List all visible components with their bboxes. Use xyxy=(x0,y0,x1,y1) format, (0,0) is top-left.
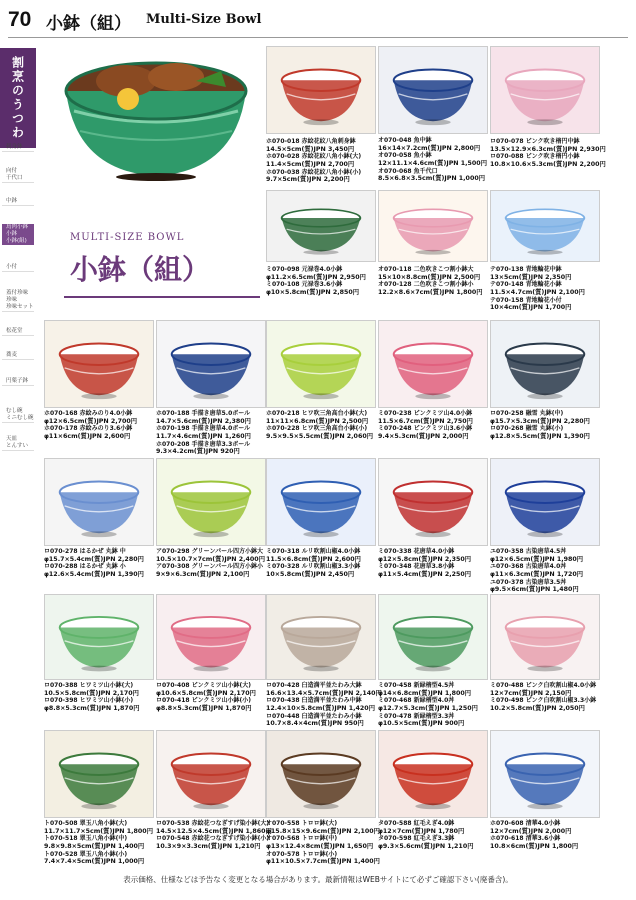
product-spec-price: φ13×12.4×8cm(質)JPN 1,650円 xyxy=(266,842,374,850)
product-spec-price: 11.7×11.7×5cm(質)JPN 1,800円 xyxy=(44,827,153,835)
product-photo xyxy=(490,320,600,408)
product-photo xyxy=(490,190,600,262)
product-name: ミ070-498 ピンク白吹割山椒3.3小鉢 xyxy=(490,697,597,705)
product-spec-price: 11.4×5cm(質)JPN 2,700円 xyxy=(266,160,355,168)
product-name: オ070-568 トロロ鉢(中) xyxy=(266,835,338,843)
product-name: ロ070-418 ピンクミツ山小鉢(小) xyxy=(156,697,251,705)
product-spec-price: 12×7cm(質)JPN 2,000円 xyxy=(490,827,572,835)
page-title-en: Multi-Size Bowl xyxy=(146,12,262,27)
product-photo xyxy=(156,320,266,408)
product-caption xyxy=(490,138,606,169)
product-spec-price: 9.8×9.8×5cm(質)JPN 1,400円 xyxy=(44,842,145,850)
product-photo xyxy=(266,458,376,546)
product-caption xyxy=(44,820,154,866)
product-photo xyxy=(44,320,154,408)
product-name: テ070-158 青地輪花小付 xyxy=(490,296,562,304)
sidebar-item[interactable]: 蕎麦 xyxy=(2,352,34,360)
product-name: ト070-508 翠玉八角小鉢(大) xyxy=(44,820,128,827)
product-photo xyxy=(44,458,154,546)
product-name: ロ070-438 臼造満平並たわみ中鉢 xyxy=(266,697,362,705)
product-name: ミ070-318 ルリ吹割山椒4.0小鉢 xyxy=(266,548,361,555)
product-name: ア070-308 グリーンパール四方小鉢小 xyxy=(156,563,263,571)
product-spec-price: φ12.7×5.3cm(質)JPN 1,250円 xyxy=(378,704,478,712)
product-spec-price: 10×5.8cm(質)JPN 2,450円 xyxy=(266,570,355,578)
product-name: ユ070-378 古染唐草3.5丼 xyxy=(490,578,567,586)
sidebar-item[interactable]: 刺身鉢 xyxy=(2,144,34,152)
product-spec-price: 16.6×13.4×5.7cm(質)JPN 2,140円 xyxy=(266,689,382,697)
hero-title-jp: 小鉢（組） xyxy=(70,253,211,286)
product-name: ホ070-038 赤絵花紋八角小鉢(小) xyxy=(266,168,362,176)
product-name: ミ070-248 ピンクミツ山3.6小鉢 xyxy=(378,425,473,433)
product-spec-price: 9.7×5cm(質)JPN 2,200円 xyxy=(266,176,350,184)
sidebar-item[interactable]: 円薬子鉢 xyxy=(2,378,34,386)
product-caption xyxy=(490,548,600,594)
product-spec-price: 10.3×9×3.3cm(質)JPN 1,210円 xyxy=(156,842,261,850)
product-name: オ070-578 トロロ鉢(小) xyxy=(266,850,338,858)
product-caption xyxy=(490,410,600,441)
product-name: ホ070-618 清華3.6小鉢 xyxy=(490,835,561,843)
product-spec-price: φ9.3×5.6cm(質)JPN 1,210円 xyxy=(378,842,474,850)
product-spec-price: φ8.8×5.3cm(質)JPN 1,870円 xyxy=(156,704,252,712)
product-spec-price: φ14×6.8cm(質)JPN 1,800円 xyxy=(378,689,472,697)
product-spec-price: 11.5×6.7cm(質)JPN 2,750円 xyxy=(378,417,473,425)
sidebar-title: 割烹のうつわ xyxy=(0,48,36,148)
product-spec-price: 10.7×8.4×4cm(質)JPN 950円 xyxy=(266,720,364,728)
product-name: オ070-118 二色吹きこつ割小鉢大 xyxy=(378,266,474,273)
product-spec-price: 11.5×6.8cm(質)JPN 2,600円 xyxy=(266,555,361,563)
product-spec-price: 10.5×10.7×7cm(質)JPN 2,400円 xyxy=(156,555,265,563)
product-name: ホ070-028 赤絵花紋八角小鉢(大) xyxy=(266,153,362,161)
product-name: ミ070-238 ピンクミツ山4.0小鉢 xyxy=(378,410,473,417)
product-spec-price: φ12×6.5cm(質)JPN 1,980円 xyxy=(490,555,584,563)
product-photo xyxy=(490,594,600,680)
product-name: ロ070-278 はるかぜ 丸鉢 中 xyxy=(44,548,126,555)
product-name: オ070-558 トロロ鉢(大) xyxy=(266,820,338,827)
product-caption xyxy=(156,820,272,851)
product-spec-price: φ11×6cm(質)JPN 2,600円 xyxy=(44,432,131,440)
product-name: ロ070-428 臼造満平並たわみ大鉢 xyxy=(266,682,362,689)
product-name: タ070-598 紅毛えぎ3.3鉢 xyxy=(378,835,455,843)
product-caption xyxy=(44,410,154,441)
product-photo xyxy=(266,594,376,680)
product-photo xyxy=(266,730,376,818)
product-name: ミ070-488 ピンク白吹割山椒4.0小鉢 xyxy=(490,682,597,689)
product-name: ロ070-548 赤絵花つなぎすげ染小鉢(小) xyxy=(156,835,270,843)
product-name: ホ070-198 手描き唐草4.0ボール xyxy=(156,425,251,433)
product-spec-price: φ12.6×5.4cm(質)JPN 1,390円 xyxy=(44,570,144,578)
product-photo xyxy=(490,730,600,818)
product-photo xyxy=(44,594,154,680)
product-spec-price: φ12×6.5cm(質)JPN 2,700円 xyxy=(44,417,138,425)
product-name: タ070-588 紅毛えぎ4.0鉢 xyxy=(378,820,455,827)
product-spec-price: 11×11×6.8cm(質)JPN 2,500円 xyxy=(266,417,369,425)
product-photo xyxy=(378,190,488,262)
product-name: ロ070-388 ヒワミツ山小鉢(大) xyxy=(44,682,134,689)
header-rule xyxy=(8,37,628,38)
product-spec-price: 12.2×8.6×7cm(質)JPN 1,800円 xyxy=(378,288,483,296)
product-name: ホ070-228 ヒワ吹三角高台小鉢(小) xyxy=(266,425,368,433)
product-spec-price: φ10×5.8cm(質)JPN 2,850円 xyxy=(266,288,360,296)
product-spec-price: 9.3×4.2cm(質)JPN 920円 xyxy=(156,448,240,456)
product-spec-price: φ11.2×6.5cm(質)JPN 2,950円 xyxy=(266,273,366,281)
product-photo xyxy=(490,46,600,134)
product-caption xyxy=(490,820,600,851)
hero-subtitle-en: MULTI-SIZE BOWL xyxy=(70,232,185,243)
product-spec-price: 7.4×7.4×5cm(質)JPN 1,000円 xyxy=(44,858,145,866)
product-photo xyxy=(378,46,488,134)
sidebar-item[interactable]: 小付 xyxy=(2,264,34,272)
product-spec-price: φ11×10.5×7.7cm(質)JPN 1,400円 xyxy=(266,858,380,866)
category-sidebar xyxy=(0,44,36,604)
product-spec-price: φ8.8×5.3cm(質)JPN 1,870円 xyxy=(44,704,140,712)
product-name: ホ070-208 手描き唐草3.3ボール xyxy=(156,440,251,448)
product-name: ホ070-178 赤絵みのり3.6小鉢 xyxy=(44,425,133,433)
product-spec-price: φ12.8×5.5cm(質)JPN 1,390円 xyxy=(490,432,590,440)
product-photo xyxy=(378,320,488,408)
product-name: ユ070-358 古染唐草4.5丼 xyxy=(490,548,567,555)
product-name: ミ070-338 花唐草4.0小鉢 xyxy=(378,548,455,555)
product-name: ロ070-268 融雪 丸鉢(小) xyxy=(490,425,564,433)
product-spec-price: 13.5×12.9×6.3cm(質)JPN 2,930円 xyxy=(490,145,606,153)
product-name: ミ070-108 元禄巻3.6小鉢 xyxy=(266,281,343,289)
product-name: ミ070-478 新緑楕型3.3丼 xyxy=(378,712,455,720)
sidebar-item[interactable]: 松花堂 xyxy=(2,328,34,336)
product-name: オ070-048 魚中鉢 xyxy=(378,137,432,144)
product-spec-price: 10.8×6cm(質)JPN 1,800円 xyxy=(490,842,579,850)
product-spec-price: 12.4×10×5.8cm(質)JPN 1,420円 xyxy=(266,704,375,712)
product-spec-price: φ11×5.4cm(質)JPN 2,250円 xyxy=(378,570,472,578)
product-name: ミ070-098 元禄巻4.0小鉢 xyxy=(266,266,343,273)
product-spec-price: φ10.6×5.8cm(質)JPN 2,170円 xyxy=(156,689,256,697)
product-name: ホ070-218 ヒワ吹三角高台小鉢(大) xyxy=(266,410,368,417)
product-spec-price: 10.5×5.8cm(質)JPN 2,170円 xyxy=(44,689,139,697)
product-photo xyxy=(266,320,376,408)
product-spec-price: 10.8×10.6×5.3cm(質)JPN 2,200円 xyxy=(490,160,606,168)
product-photo xyxy=(266,46,376,134)
product-spec-price: 11.5×4.7cm(質)JPN 2,100円 xyxy=(490,288,585,296)
product-name: ロ070-448 臼造満平並たわみ小鉢 xyxy=(266,712,362,720)
product-caption xyxy=(266,548,376,579)
product-name: ト070-518 翠玉八角小鉢(中) xyxy=(44,835,128,843)
product-caption xyxy=(378,682,488,728)
hero-underline xyxy=(64,296,260,298)
product-spec-price: 14.5×5cm(質)JPN 3,450円 xyxy=(266,145,355,153)
product-caption xyxy=(44,682,154,713)
product-spec-price: 15×10×8.8cm(質)JPN 2,500円 xyxy=(378,273,481,281)
product-caption xyxy=(378,137,488,183)
product-caption xyxy=(378,820,488,851)
product-spec-price: 10×4cm(質)JPN 1,700円 xyxy=(490,304,572,312)
product-spec-price: φ15.8×15×9.6cm(質)JPN 2,100円 xyxy=(266,827,380,835)
product-photo xyxy=(156,730,266,818)
product-photo xyxy=(378,458,488,546)
product-name: ロ070-398 ヒワミツ山小鉢(小) xyxy=(44,697,134,705)
product-name: ミ070-458 新緑楕型4.5丼 xyxy=(378,682,455,689)
product-name: ホ070-168 赤絵みのり4.0小鉢 xyxy=(44,410,133,417)
product-name: ロ070-078 ピンク吹き楕円中鉢 xyxy=(490,138,580,145)
product-spec-price: 12×7cm(質)JPN 2,150円 xyxy=(490,689,572,697)
product-spec-price: 9×9×6.3cm(質)JPN 2,100円 xyxy=(156,570,250,578)
product-spec-price: 8.5×6.8×3.5cm(質)JPN 1,000円 xyxy=(378,175,485,183)
product-spec-price: 14.7×5.6cm(質)JPN 2,380円 xyxy=(156,417,251,425)
sidebar-item[interactable]: 天皿 とんすい xyxy=(2,436,34,451)
sidebar-item[interactable]: 鳥肉小鉢 小鉢 小鉢(組) xyxy=(2,224,34,245)
product-caption xyxy=(156,410,266,456)
product-name: ミ070-468 新緑楕型4.0丼 xyxy=(378,697,455,705)
product-name: ア070-298 グリーンパール四方小鉢大 xyxy=(156,548,263,555)
product-spec-price: 10.2×5.8cm(質)JPN 2,050円 xyxy=(490,704,585,712)
sidebar-item[interactable]: むし碗 ミニむし碗 xyxy=(2,408,34,423)
product-caption xyxy=(378,548,488,579)
product-name: ミ070-348 花唐草3.8小鉢 xyxy=(378,563,455,571)
product-caption xyxy=(490,682,600,713)
product-name: ロ070-258 融雪 丸鉢(中) xyxy=(490,410,564,417)
product-spec-price: φ12×5.8cm(質)JPN 2,350円 xyxy=(378,555,472,563)
product-name: ロ070-288 はるかぜ 丸鉢 小 xyxy=(44,563,126,571)
product-spec-price: 9.4×5.3cm(質)JPN 2,000円 xyxy=(378,432,469,440)
product-spec-price: 12×11.1×4.6cm(質)JPN 1,500円 xyxy=(378,159,487,167)
product-spec-price: 14.5×12.5×4.5cm(質)JPN 1,860円 xyxy=(156,827,272,835)
product-spec-price: 11.7×4.6cm(質)JPN 1,260円 xyxy=(156,432,251,440)
product-spec-price: 13×5cm(質)JPN 2,350円 xyxy=(490,273,572,281)
product-photo xyxy=(44,730,154,818)
product-name: ロ070-088 ピンク吹き楕円小鉢 xyxy=(490,153,580,161)
sidebar-item[interactable]: 中鉢 xyxy=(2,198,34,206)
product-spec-price: 9.5×9.5×5.5cm(質)JPN 2,060円 xyxy=(266,432,373,440)
product-caption xyxy=(156,548,266,579)
product-name: ロ070-538 赤絵花つなぎすげ染小鉢(大) xyxy=(156,820,270,827)
product-photo xyxy=(156,458,266,546)
product-caption xyxy=(44,548,154,579)
product-spec-price: 16×14×7.2cm(質)JPN 2,800円 xyxy=(378,144,481,152)
product-caption xyxy=(378,266,488,297)
sidebar-item[interactable]: 向付 千代口 xyxy=(2,168,34,183)
product-caption xyxy=(266,820,380,866)
product-name: ユ070-368 古染唐草4.0丼 xyxy=(490,563,567,571)
product-spec-price: φ12×7cm(質)JPN 1,780円 xyxy=(378,827,465,835)
sidebar-item[interactable]: 蓋付珍味 珍味 珍味セット xyxy=(2,290,34,312)
product-name: オ070-068 魚千代口 xyxy=(378,167,438,175)
product-name: ロ070-408 ピンクミツ山小鉢(大) xyxy=(156,682,251,689)
hero-section xyxy=(42,45,262,245)
product-name: ホ070-608 清華4.0小鉢 xyxy=(490,820,561,827)
page-title-jp: 小鉢（組） xyxy=(46,14,131,34)
product-caption xyxy=(266,682,382,728)
product-name: オ070-128 二色吹きこつ割小鉢小 xyxy=(378,281,474,289)
product-spec-price: φ9.5×6cm(質)JPN 1,480円 xyxy=(490,586,579,594)
product-photo xyxy=(266,190,376,262)
product-photo xyxy=(378,730,488,818)
hero-bowl-photo xyxy=(56,51,256,181)
product-name: ト070-528 翠玉八角小鉢(小) xyxy=(44,850,128,858)
product-name: テ070-148 青地輪花小鉢 xyxy=(490,281,562,289)
page-header xyxy=(0,0,636,40)
product-name: ホ070-018 赤絵花紋八角刺身鉢 xyxy=(266,138,356,145)
page-footer-note: 表示価格、仕様などは予告なく変更となる場合があります。最新情報はWEBサイトにて必ずご確認下さい(廃番含)。 xyxy=(123,875,513,884)
product-caption xyxy=(266,266,376,297)
product-name: ミ070-328 ルリ吹割山椒3.3小鉢 xyxy=(266,563,361,571)
product-photo xyxy=(378,594,488,680)
product-spec-price: φ11×6.3cm(質)JPN 1,720円 xyxy=(490,570,584,578)
product-caption xyxy=(156,682,266,713)
product-spec-price: φ15.7×5.4cm(質)JPN 2,280円 xyxy=(44,555,144,563)
product-photo xyxy=(156,594,266,680)
product-caption xyxy=(378,410,488,441)
product-caption xyxy=(266,410,376,441)
product-name: オ070-058 魚小鉢 xyxy=(378,152,432,160)
product-caption xyxy=(266,138,376,184)
product-spec-price: φ10.5×5cm(質)JPN 900円 xyxy=(378,720,465,728)
product-caption xyxy=(490,266,600,312)
product-photo xyxy=(490,458,600,546)
page-number: 70 xyxy=(8,8,32,31)
product-spec-price: φ15.7×5.3cm(質)JPN 2,280円 xyxy=(490,417,590,425)
product-name: ホ070-188 手描き唐草5.0ボール xyxy=(156,410,251,417)
product-name: テ070-138 青地輪花中鉢 xyxy=(490,266,562,273)
